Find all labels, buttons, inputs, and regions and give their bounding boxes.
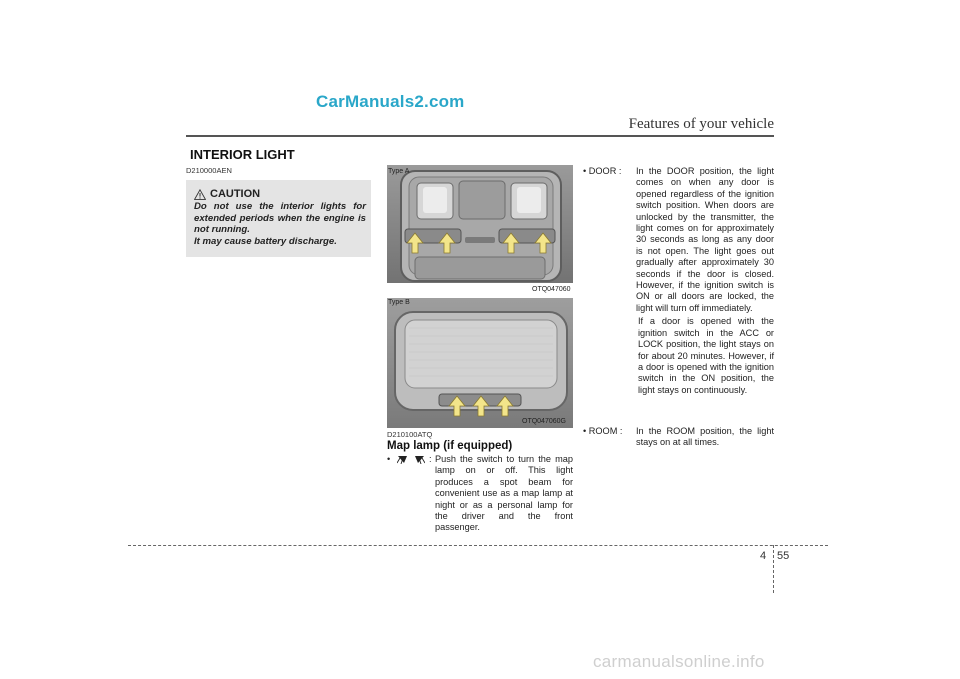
footer-rule (128, 545, 828, 546)
doc-code-interior-light: D210000AEN (186, 166, 232, 175)
room-key: • ROOM : (583, 426, 623, 436)
map-lamp-bullet: • (387, 454, 391, 464)
map-lamp-description: Push the switch to turn the map lamp on or off. This light produces a spot beam for convenient use as a map lamp at night or as a personal lamp for the driver and the front passenger. (435, 454, 573, 533)
door-description-2: If a door is opened with the ignition switch in the ACC or LOCK position, the light stays on for about 20 minutes. However, if a door is opened with the ignition switch in the ON position, the light stays on continuously. (638, 316, 774, 395)
figure-b-label: Type B (388, 299, 410, 306)
page-chapter: 4 (760, 550, 767, 562)
page-number: 55 (777, 550, 790, 562)
figure-b-code: OTQ047060G (522, 418, 566, 425)
figure-type-a (387, 165, 573, 297)
watermark-top: CarManuals2.com (316, 92, 465, 111)
caution-line-2: It may cause battery discharge. (194, 235, 337, 247)
map-lamp-heading: Map lamp (if equipped) (387, 440, 513, 452)
map-lamp-separator: : (429, 454, 432, 464)
door-description-1: In the DOOR position, the light comes on when any door is opened regardless of the ignition switch position. When doors are unlocked by the transmitter, the light comes on for approximately 30 seconds as long as any door is not open. The light goes out gradually after approximately 30 seconds if the door is closed. However, if the ignition switch is ON or all doors are locked, the light will turn off immediately. (636, 166, 774, 313)
figure-a-label: Type A (388, 168, 410, 175)
map-lamp-type-a-image (387, 165, 573, 297)
door-description (636, 166, 774, 396)
caution-text (194, 201, 366, 247)
caution-box (186, 180, 371, 257)
section-title: INTERIOR LIGHT (190, 147, 295, 162)
doc-code-map-lamp: D210100ATQ (387, 430, 433, 439)
door-key: • DOOR : (583, 166, 622, 176)
watermark-bottom: carmanualsonline.info (593, 652, 765, 671)
caution-title: CAUTION (210, 188, 261, 200)
caution-line-1: Do not use the interior lights for extended periods when the engine is not running. (194, 201, 366, 235)
footer-divider (773, 545, 774, 593)
map-lamp-symbol-icon (397, 455, 425, 464)
figure-a-code: OTQ047060 (532, 286, 571, 293)
warning-triangle-icon (194, 189, 206, 200)
room-description: In the ROOM position, the light stays on at all times. (636, 426, 774, 448)
caution-heading (194, 188, 260, 200)
header-rule (186, 135, 774, 137)
figure-type-b (387, 298, 573, 428)
section-header: Features of your vehicle (628, 116, 774, 132)
map-lamp-type-b-image (387, 298, 573, 428)
